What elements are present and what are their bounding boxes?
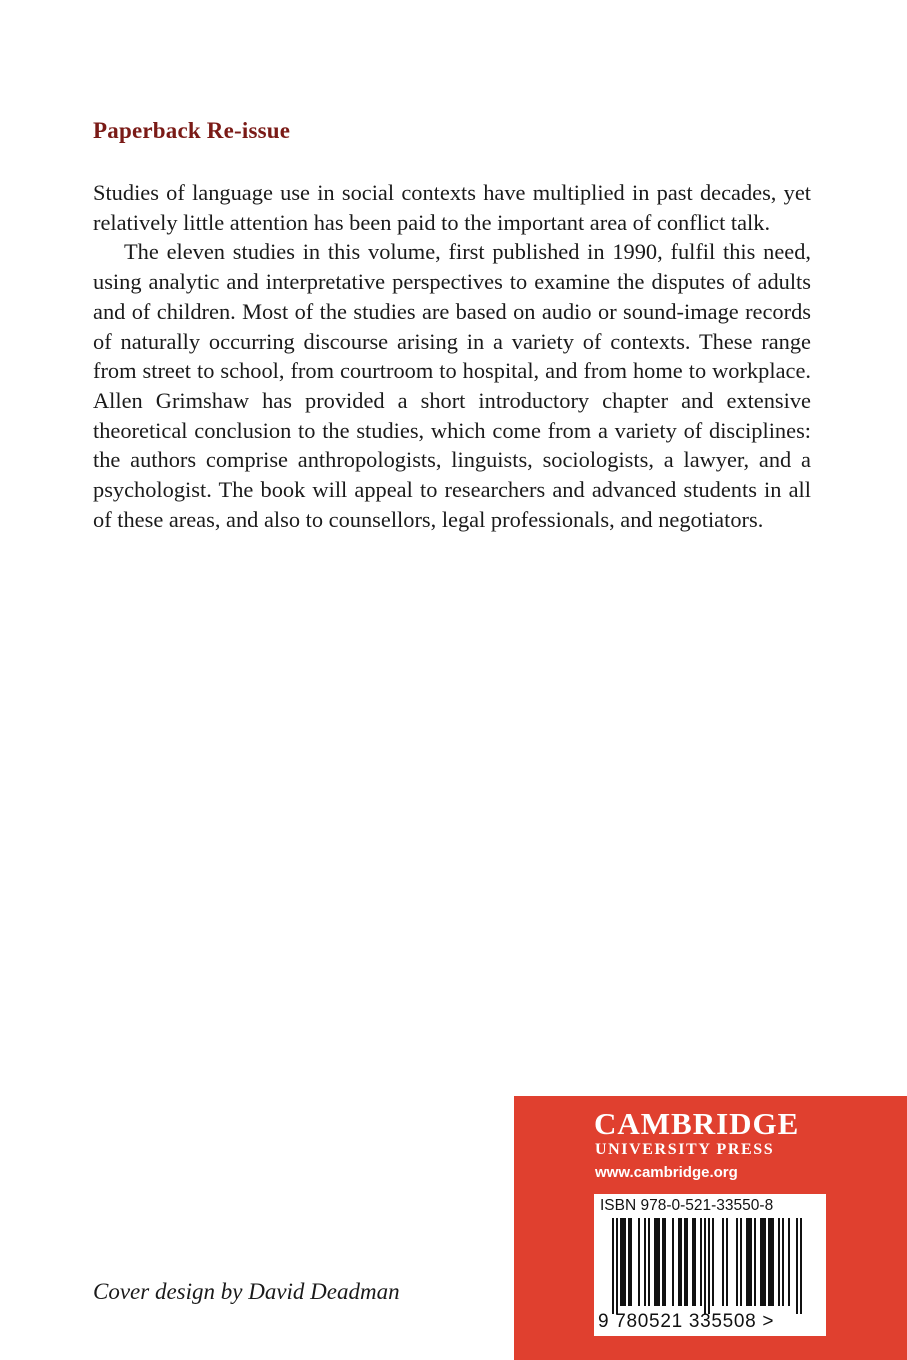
barcode-bar xyxy=(796,1218,798,1314)
barcode-bar xyxy=(616,1218,618,1314)
blurb-text xyxy=(93,178,811,534)
ean-digits: 9 780521 335508 > xyxy=(598,1311,775,1332)
barcode-bar xyxy=(680,1218,682,1306)
barcode-bar xyxy=(712,1218,714,1306)
barcode-bar xyxy=(748,1218,750,1306)
barcode-bar xyxy=(620,1218,622,1306)
barcode-icon xyxy=(612,1218,808,1314)
reissue-heading: Paperback Re-issue xyxy=(93,118,291,143)
publisher-panel xyxy=(514,1096,907,1360)
barcode-bar xyxy=(628,1218,630,1306)
barcode-bar xyxy=(700,1218,702,1306)
isbn-label: ISBN 978-0-521-33550-8 xyxy=(600,1197,774,1214)
barcode-bar xyxy=(658,1218,660,1306)
barcode-bar xyxy=(704,1218,706,1314)
barcode-bar xyxy=(736,1218,738,1306)
barcode-bar xyxy=(654,1218,656,1306)
barcode-bar xyxy=(800,1218,802,1314)
blurb-paragraph-1: Studies of language use in social contexts have multiplied in past decades, yet relatively little attention has been paid to the important area of conflict talk. xyxy=(93,180,811,235)
barcode-bar xyxy=(694,1218,696,1306)
barcode-bar xyxy=(656,1218,658,1306)
barcode-bar xyxy=(760,1218,762,1306)
publisher-subname: UNIVERSITY PRESS xyxy=(595,1141,775,1158)
barcode-bar xyxy=(754,1218,756,1306)
cover-design-credit: Cover design by David Deadman xyxy=(93,1279,400,1304)
publisher-url: www.cambridge.org xyxy=(595,1164,738,1181)
barcode-bar xyxy=(726,1218,728,1306)
barcode-bar xyxy=(762,1218,764,1306)
barcode-bar xyxy=(662,1218,664,1306)
barcode-bar xyxy=(622,1218,624,1306)
barcode-bar xyxy=(692,1218,694,1306)
barcode-bar xyxy=(778,1218,780,1306)
barcode-box xyxy=(594,1194,826,1336)
barcode-bar xyxy=(644,1218,646,1306)
barcode-bar xyxy=(722,1218,724,1306)
barcode-bar xyxy=(630,1218,632,1306)
barcode-bar xyxy=(612,1218,614,1314)
barcode-bar xyxy=(746,1218,748,1306)
barcode-bar xyxy=(664,1218,666,1306)
barcode-bar xyxy=(772,1218,774,1306)
barcode-bar xyxy=(638,1218,640,1306)
barcode-bar xyxy=(672,1218,674,1306)
barcode-bar xyxy=(770,1218,772,1306)
barcode-bar xyxy=(686,1218,688,1306)
barcode-bar xyxy=(764,1218,766,1306)
barcode-bar xyxy=(678,1218,680,1306)
barcode-bar xyxy=(740,1218,742,1306)
barcode-bar xyxy=(708,1218,710,1314)
publisher-name: CAMBRIDGE xyxy=(594,1106,800,1141)
barcode-bar xyxy=(684,1218,686,1306)
blurb-paragraph-2: The eleven studies in this volume, first published in 1990, fulfil this need, using analytic and interpretative perspectives to examine the disputes of adults and of children. Most of the studies are based on audio or sound-image records of naturally occurring discourse arising in a variety of contexts. These range from street to school, from courtroom to hospital, and from home to workplace. Allen Grimshaw has provided a short introductory chapter and extensive theoretical conclusion to the studies, which come from a variety of disciplines: the authors comprise anthropologists, linguists, sociologists, a lawyer, and a psychologist. The book will appeal to researchers and advanced students in all of these areas, and also to counsellors, legal professionals, and negotiators. xyxy=(93,239,811,532)
barcode-bar xyxy=(768,1218,770,1306)
barcode-bar xyxy=(648,1218,650,1306)
barcode-bar xyxy=(624,1218,626,1306)
barcode-bar xyxy=(782,1218,784,1306)
barcode-bar xyxy=(788,1218,790,1306)
barcode-bar xyxy=(750,1218,752,1306)
